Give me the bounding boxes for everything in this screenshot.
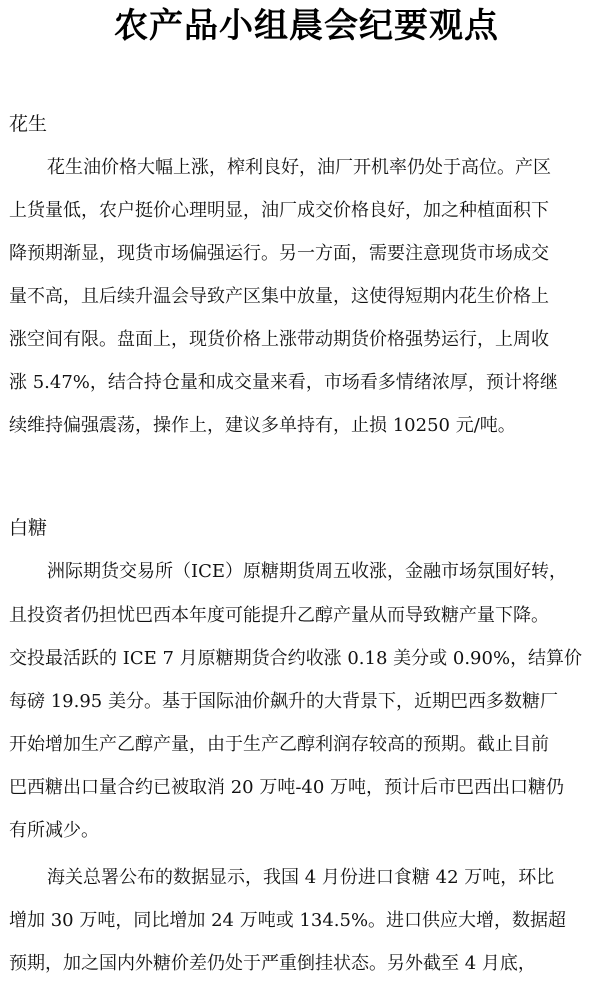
paragraph-line: 涨空间有限。盘面上，现货价格上涨带动期货价格强势运行，上周收 [9,329,549,350]
paragraph-line: 且投资者仍担忧巴西本年度可能提升乙醇产量从而导致糖产量下降。 [9,605,549,626]
section-heading-peanut: 花生 [9,113,48,135]
paragraph-line: 花生油价格大幅上涨，榨利良好，油厂开机率仍处于高位。产区 [47,157,551,178]
paragraph-line: 洲际期货交易所（ICE）原糖期货周五收涨，金融市场氛围好转， [47,561,568,582]
paragraph-line: 上货量低，农户挺价心理明显，油厂成交价格良好，加之种植面积下 [9,200,549,221]
section-heading-sugar: 白糖 [9,517,48,539]
paragraph-line: 增加 30 万吨，同比增加 24 万吨或 134.5%。进口供应大增，数据超 [9,910,567,931]
paragraph-line: 量不高，且后续升温会导致产区集中放量，这使得短期内花生价格上 [9,286,549,307]
paragraph-line: 有所减少。 [9,820,99,841]
paragraph-line: 续维持偏强震荡，操作上，建议多单持有，止损 10250 元/吨。 [9,415,516,436]
paragraph-line: 巴西糖出口量合约已被取消 20 万吨-40 万吨，预计后市巴西出口糖仍 [9,777,565,798]
paragraph-line: 交投最活跃的 ICE 7 月原糖期货合约收涨 0.18 美分或 0.90%，结算价 [9,648,583,669]
paragraph-line: 降预期渐显，现货市场偏强运行。另一方面，需要注意现货市场成交 [9,243,549,264]
document-title: 农产品小组晨会纪要观点 [114,6,499,46]
paragraph-line: 海关总署公布的数据显示，我国 4 月份进口食糖 42 万吨，环比 [47,867,555,888]
paragraph-line: 开始增加生产乙醇产量，由于生产乙醇利润存较高的预期。截止目前 [9,734,549,755]
paragraph-line: 预期，加之国内外糖价差仍处于严重倒挂状态。另外截至 4 月底， [9,953,536,974]
paragraph-line: 涨 5.47%，结合持仓量和成交量来看，市场看多情绪浓厚，预计将继 [9,372,558,393]
paragraph-line: 每磅 19.95 美分。基于国际油价飙升的大背景下，近期巴西多数糖厂 [9,691,558,712]
